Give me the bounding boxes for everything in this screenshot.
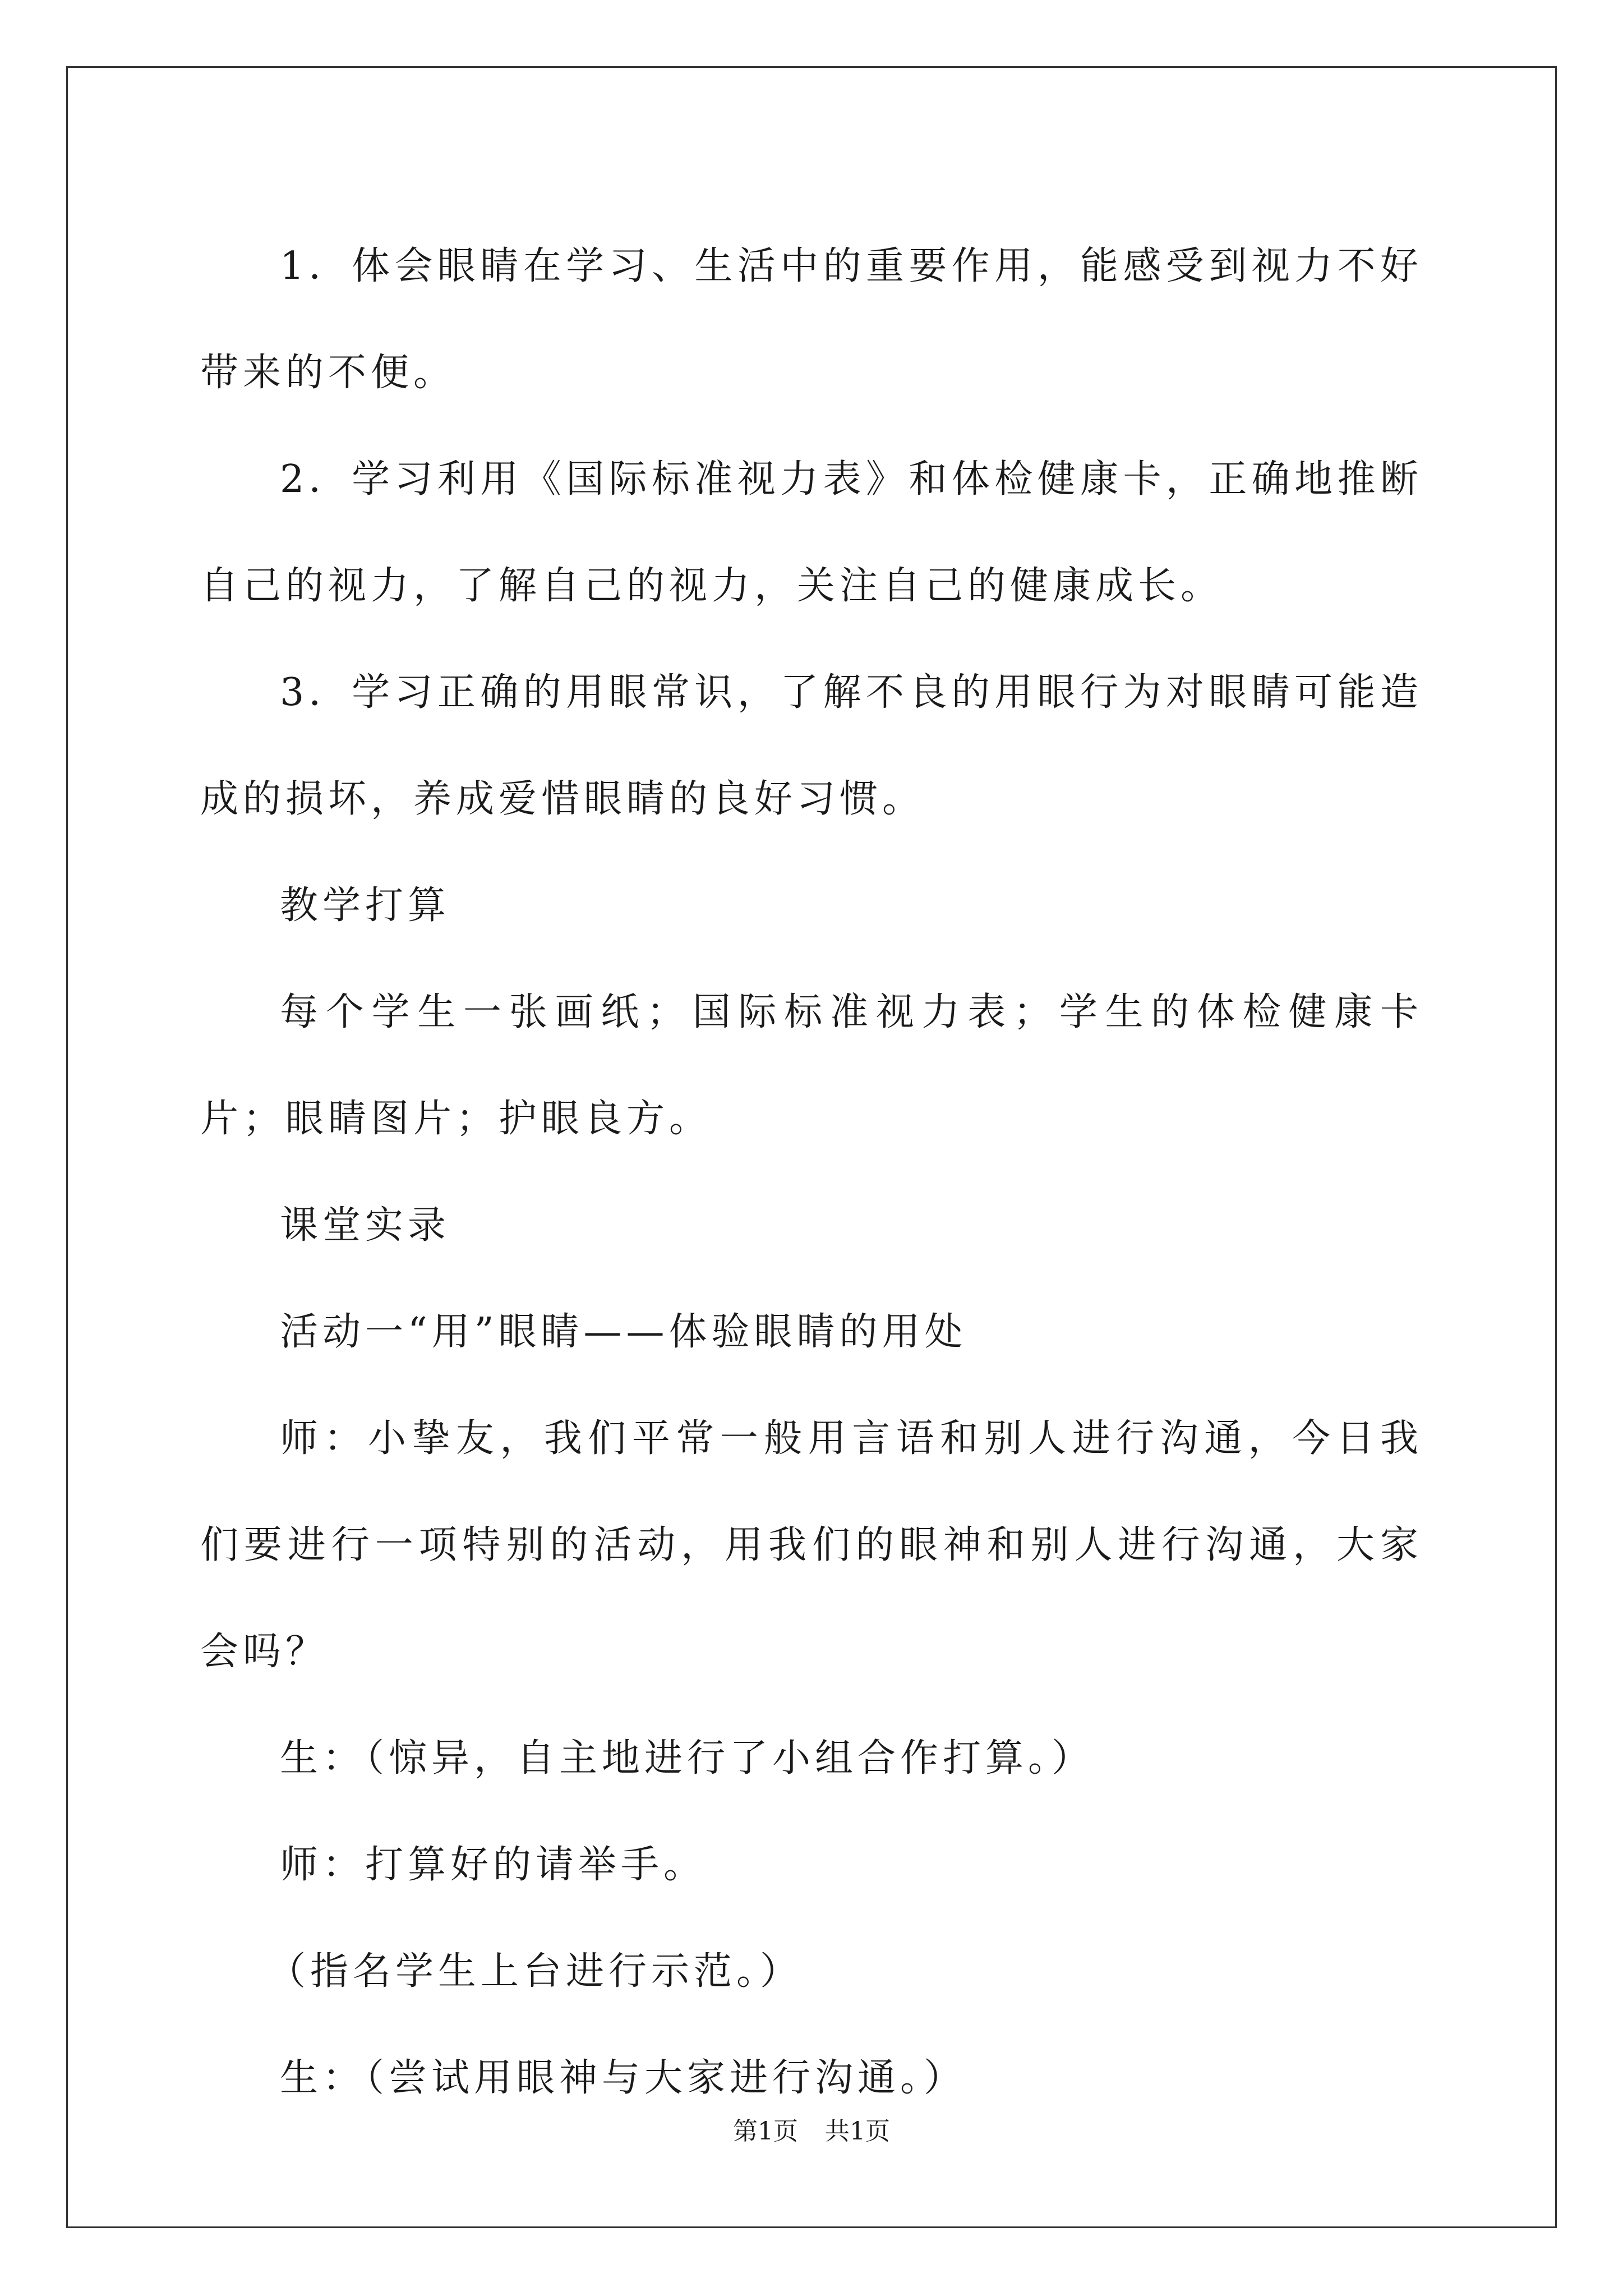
objective-1-paragraph: 1．体会眼睛在学习、生活中的重要作用，能感受到视力不好带来的不便。: [200, 244, 1423, 395]
student-line-2: 生：（尝试用眼神与大家进行沟通。）: [280, 2056, 967, 2100]
page-footer: [0, 2115, 1623, 2148]
objective-2-paragraph: 2．学习利用《国际标准视力表》和体检健康卡，正确地推断自己的视力，了解自己的视力，关注自己的健康成长。: [200, 457, 1423, 608]
teacher-line-2: 师：打算好的请举手。: [280, 1843, 707, 1887]
section-heading-preparation: 教学打算: [280, 884, 451, 928]
page-total: 共1页: [825, 2117, 890, 2146]
materials-paragraph: 每个学生一张画纸；国际标准视力表；学生的体检健康卡片；眼睛图片；护眼良方。: [200, 990, 1423, 1141]
document-body: [200, 213, 1423, 2132]
student-line-1: 生：（惊异，自主地进行了小组合作打算。）: [280, 1736, 1095, 1780]
page-number: 第1页: [733, 2117, 798, 2146]
section-heading-record: 课堂实录: [280, 1203, 451, 1248]
teacher-line-1: 师：小挚友，我们平常一般用言语和别人进行沟通，今日我们要进行一项特别的活动，用我们的眼神和别人进行沟通，大家会吗？: [200, 1416, 1423, 1674]
stage-note-1: （指名学生上台进行示范。）: [268, 1949, 803, 1994]
activity-1-title: 活动一“用”眼睛——体验眼睛的用处: [280, 1310, 967, 1354]
objective-3-paragraph: 3．学习正确的用眼常识，了解不良的用眼行为对眼睛可能造成的损坏，养成爱惜眼睛的良好习惯。: [200, 670, 1423, 821]
